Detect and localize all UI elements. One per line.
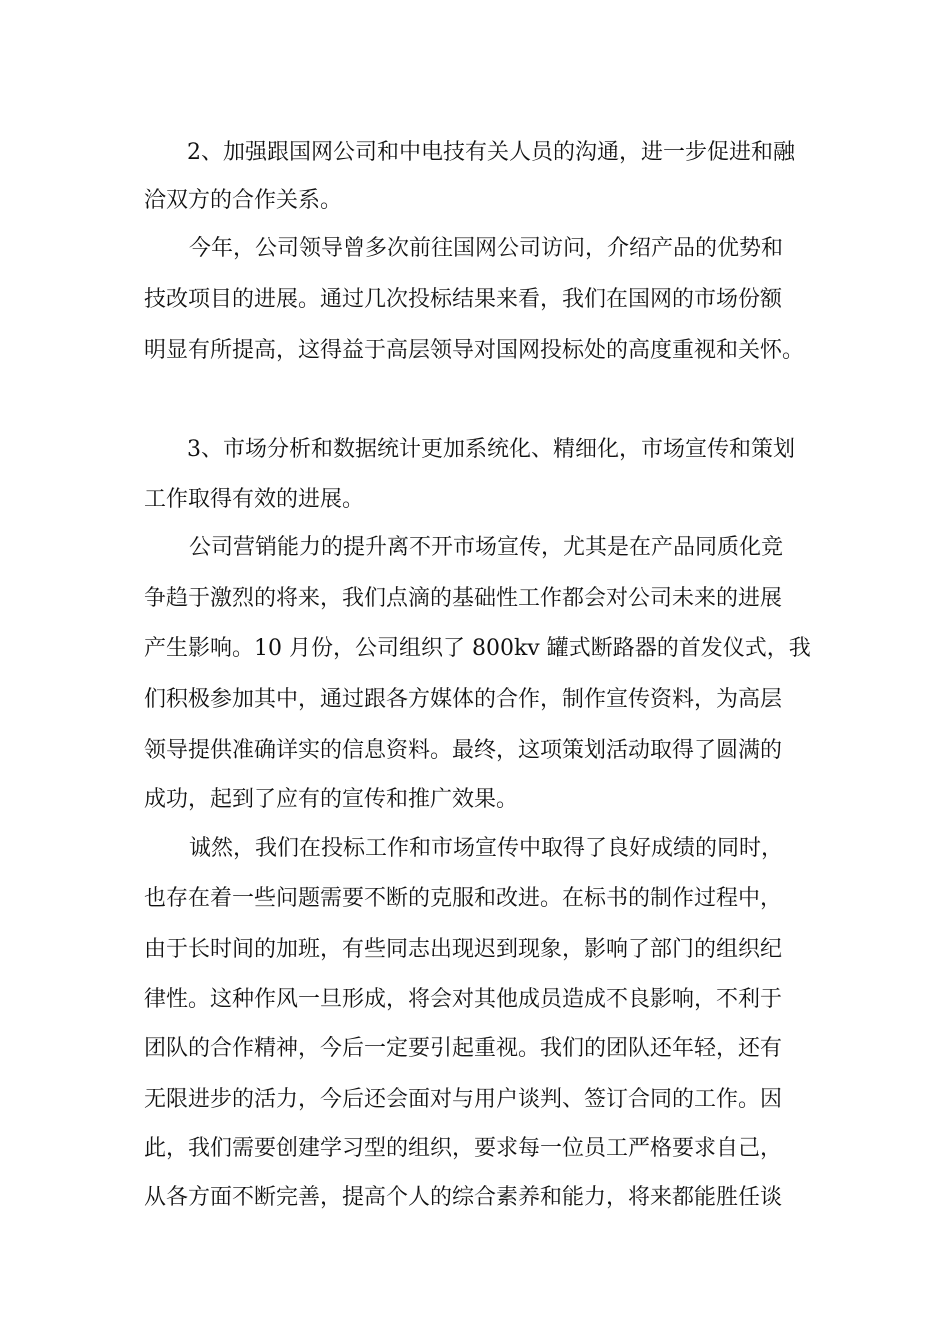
paragraph-line: 今年，公司领导曾多次前往国网公司访问，介绍产品的优势和 (189, 236, 784, 261)
paragraph-line: 洽双方的合作关系。 (144, 188, 343, 213)
paragraph-line: 领导提供准确详实的信息资料。最终，这项策划活动取得了圆满的 (144, 738, 783, 763)
paragraph-line: 律性。这种作风一旦形成，将会对其他成员造成不良影响，不利于 (144, 987, 783, 1012)
paragraph-line: 由于长时间的加班，有些同志出现迟到现象，影响了部门的组织纪 (144, 937, 783, 962)
paragraph-line: 无限进步的活力，今后还会面对与用户谈判、签订合同的工作。因 (144, 1087, 783, 1112)
paragraph-line: 也存在着一些问题需要不断的克服和改进。在标书的制作过程中， (144, 886, 783, 911)
paragraph-line: 团队的合作精神，今后一定要引起重视。我们的团队还年轻，还有 (144, 1036, 783, 1061)
paragraph-line: 们积极参加其中，通过跟各方媒体的合作，制作宣传资料，为高层 (144, 687, 783, 712)
paragraph-line: 诚然，我们在投标工作和市场宣传中取得了良好成绩的同时， (189, 836, 784, 861)
paragraph-line: 争趋于激烈的将来，我们点滴的基础性工作都会对公司未来的进展 (144, 586, 783, 611)
paragraph-line: 成功，起到了应有的宣传和推广效果。 (144, 787, 519, 812)
paragraph-line: 此，我们需要创建学习型的组织，要求每一位员工严格要求自己， (144, 1136, 783, 1161)
paragraph-line: 3、市场分析和数据统计更加系统化、精细化，市场宣传和策划 (187, 437, 795, 462)
paragraph-line: 公司营销能力的提升离不开市场宣传，尤其是在产品同质化竞 (189, 535, 784, 560)
paragraph-line: 产生影响。10 月份，公司组织了 800kv 罐式断路器的首发仪式，我 (144, 636, 811, 661)
paragraph-line: 工作取得有效的进展。 (144, 487, 365, 512)
paragraph-line: 从各方面不断完善，提高个人的综合素养和能力，将来都能胜任谈 (144, 1185, 783, 1210)
paragraph-line: 技改项目的进展。通过几次投标结果来看，我们在国网的市场份额 (144, 287, 783, 312)
paragraph-line: 明显有所提高，这得益于高层领导对国网投标处的高度重视和关怀。 (144, 338, 805, 363)
paragraph-line: 2、加强跟国网公司和中电技有关人员的沟通，进一步促进和融 (187, 140, 795, 165)
